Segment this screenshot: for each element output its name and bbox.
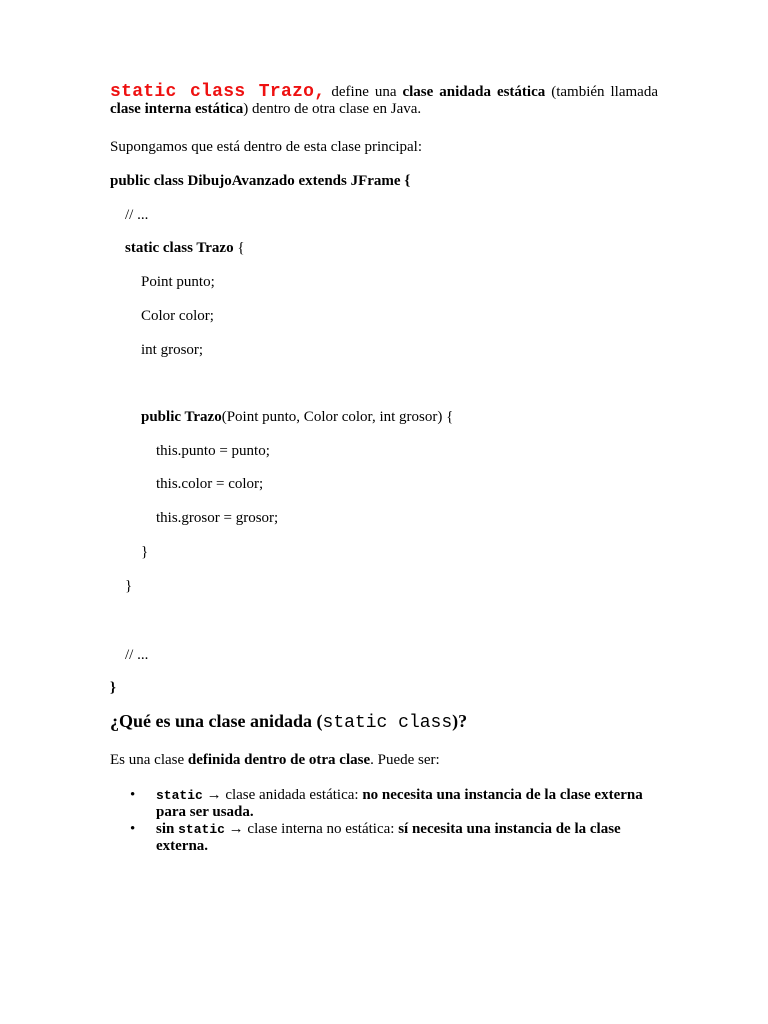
constructor-declaration: public Trazo(Point punto, Color color, int grosor) { [141,409,454,425]
field-grosor: int grosor; [141,342,204,358]
list-item: • static → clase anidada estática: no necesita una instancia de la clase externa para ser usada. [130,787,643,820]
field-color: Color color; [141,308,214,324]
assign-color: this.color = color; [156,476,264,492]
close-inner-class: } [125,578,133,594]
intro-code: static class Trazo, [110,82,326,102]
intro-bold-term: clase anidada estática [402,84,546,100]
code-comment-1: // ... [125,207,149,223]
suppose-paragraph: Supongamos que está dentro de esta clase principal: [110,139,422,155]
class-declaration: public class DibujoAvanzado extends JFrame { [110,173,411,189]
section-heading: ¿Qué es una clase anidada (static class)? [110,711,468,733]
inner-class-declaration: static class Trazo { [125,240,245,256]
list-item: • sin static → clase interna no estática: sí necesita una instancia de la clase externa. [130,821,621,854]
field-punto: Point punto; [141,274,215,290]
assign-punto: this.punto = punto; [156,443,270,459]
definition-paragraph: Es una clase definida dentro de otra clase. Puede ser: [110,752,440,768]
close-outer-class: } [110,680,116,696]
intro-paragraph: static class Trazo, define una clase anidada estática (también llamada clase interna estática) dentro de otra clase en Java. [110,82,658,117]
intro-bold-term-2: clase interna estática [110,101,244,117]
code-comment-2: // ... [125,647,149,663]
bullet-icon: • [130,787,136,803]
close-constructor: } [141,544,149,560]
assign-grosor: this.grosor = grosor; [156,510,279,526]
bullet-icon: • [130,821,136,837]
bullet-list [110,787,658,855]
